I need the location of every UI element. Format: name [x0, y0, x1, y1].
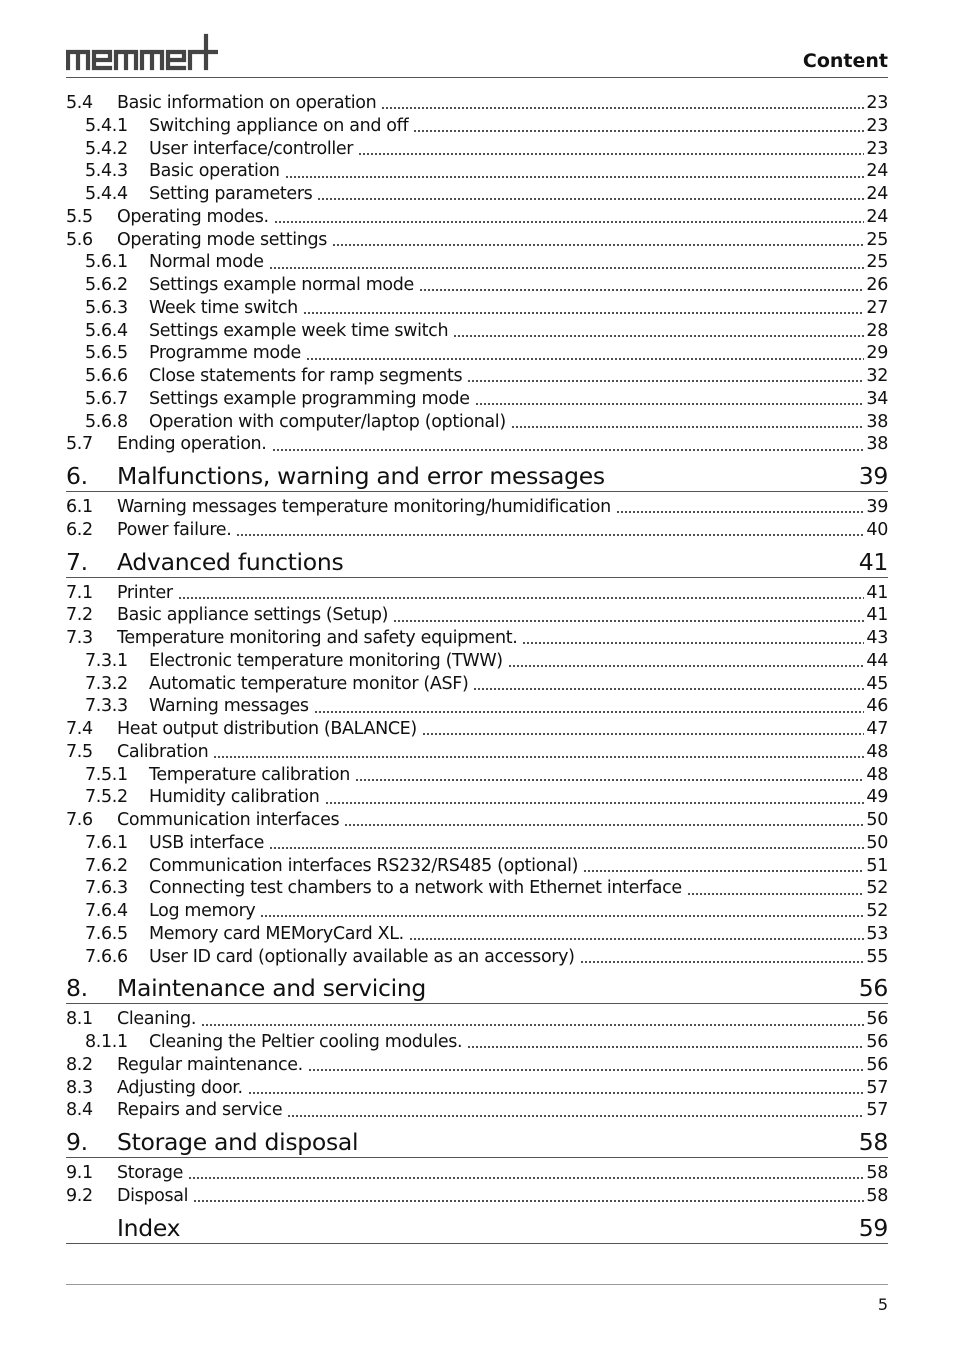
toc-section-entry[interactable]	[66, 92, 888, 115]
footer-divider	[66, 1284, 888, 1285]
toc-dot-leader	[188, 1166, 864, 1180]
toc-entry-title: Operating modes.	[117, 206, 269, 227]
toc-entry-page: 23	[866, 138, 888, 159]
toc-entry-page: 52	[866, 901, 888, 921]
toc-entry-title: Temperature monitoring and safety equipment.	[117, 628, 518, 648]
toc-section-entry[interactable]	[66, 809, 888, 832]
toc-entry-title: Temperature calibration	[149, 764, 350, 785]
toc-subsection-entry[interactable]	[66, 388, 888, 411]
toc-entry-title: Power failure.	[117, 519, 232, 540]
toc-subsection-entry[interactable]	[66, 832, 888, 855]
toc-entry-number: 7.	[66, 547, 88, 576]
toc-entry-number: 5.4.4	[85, 184, 128, 204]
toc-subsection-entry[interactable]	[66, 855, 888, 878]
toc-entry-title: Basic information on operation	[117, 93, 377, 113]
toc-entry-page: 58	[866, 1185, 888, 1206]
toc-entry-number: 8.	[66, 974, 88, 1003]
table-of-contents	[66, 92, 888, 1248]
toc-section-entry[interactable]	[66, 1185, 888, 1208]
toc-subsection-entry[interactable]	[66, 297, 888, 320]
toc-entry-number: 5.6.7	[85, 388, 128, 409]
toc-subsection-entry[interactable]	[66, 1031, 888, 1054]
toc-dot-leader	[201, 1013, 864, 1027]
toc-entry-number: 8.2	[66, 1054, 93, 1075]
toc-entry-title: Automatic temperature monitor (ASF)	[149, 673, 469, 694]
toc-entry-title: Disposal	[117, 1185, 189, 1206]
toc-entry-number: 7.1	[66, 582, 93, 603]
toc-entry-page: 23	[866, 115, 888, 136]
header-divider	[66, 77, 888, 78]
toc-dot-leader	[419, 278, 864, 292]
toc-entry-page: 53	[866, 923, 888, 944]
toc-dot-leader	[467, 1035, 864, 1049]
toc-entry-number: 9.1	[66, 1163, 93, 1183]
toc-entry-number: 9.	[66, 1128, 88, 1156]
toc-entry-page: 48	[866, 741, 888, 762]
toc-subsection-entry[interactable]	[66, 160, 888, 183]
toc-entry-number: 5.6.3	[85, 297, 128, 318]
toc-entry-number: 7.6.2	[85, 855, 128, 876]
memmert-logo	[66, 32, 218, 76]
toc-section-entry[interactable]	[66, 604, 888, 627]
toc-dot-leader	[355, 768, 864, 782]
toc-entry-number: 7.3	[66, 628, 93, 648]
toc-entry-title: Storage	[117, 1163, 184, 1183]
toc-dot-leader	[475, 392, 865, 406]
toc-entry-title: Cleaning the Peltier cooling modules.	[149, 1032, 463, 1052]
toc-dot-leader	[583, 859, 864, 873]
toc-chapter-heading[interactable]	[66, 1213, 888, 1244]
section-title: Content	[802, 50, 888, 72]
toc-entry-title: Close statements for ramp segments	[149, 366, 463, 386]
toc-entry-page: 52	[866, 878, 888, 899]
toc-entry-number: 5.4.1	[85, 115, 128, 136]
toc-entry-number: 8.1	[66, 1009, 93, 1030]
toc-section-entry[interactable]	[66, 1008, 888, 1031]
toc-entry-page: 56	[866, 1032, 888, 1052]
toc-dot-leader	[317, 187, 864, 201]
toc-entry-title: Week time switch	[149, 297, 298, 318]
toc-entry-title: Warning messages	[149, 696, 309, 717]
toc-entry-title: Operation with computer/laptop (optional)	[149, 411, 506, 432]
toc-entry-page: 56	[866, 1009, 888, 1030]
toc-entry-title: Connecting test chambers to a network with Ethernet interface	[149, 878, 682, 899]
toc-entry-page: 58	[858, 1128, 888, 1156]
toc-section-entry[interactable]	[66, 433, 888, 456]
toc-subsection-entry[interactable]	[66, 923, 888, 946]
toc-entry-number: 7.5.1	[85, 764, 128, 785]
toc-entry-number: 9.2	[66, 1185, 93, 1206]
toc-entry-page: 28	[866, 320, 888, 341]
toc-entry-number: 5.6.1	[85, 252, 128, 273]
toc-section-entry[interactable]	[66, 1077, 888, 1100]
toc-dot-leader	[580, 950, 865, 964]
toc-entry-title: Operating mode settings	[117, 229, 327, 250]
toc-entry-page: 41	[866, 582, 888, 603]
toc-dot-leader	[393, 609, 864, 623]
toc-entry-page: 34	[866, 388, 888, 409]
toc-entry-title: Settings example week time switch	[149, 320, 449, 341]
toc-dot-leader	[314, 700, 865, 714]
toc-entry-page: 57	[866, 1077, 888, 1098]
toc-section-entry[interactable]	[66, 1162, 888, 1185]
toc-entry-title: Basic operation	[149, 161, 280, 182]
toc-subsection-entry[interactable]	[66, 320, 888, 343]
toc-entry-number: 7.6	[66, 810, 93, 830]
toc-entry-page: 47	[866, 719, 888, 739]
toc-entry-number: 5.6.5	[85, 343, 128, 364]
toc-entry-title: Setting parameters	[149, 184, 313, 204]
toc-entry-number: 5.7	[66, 434, 93, 455]
toc-dot-leader	[332, 233, 864, 247]
toc-entry-title: Ending operation.	[117, 434, 267, 455]
toc-entry-number: 6.1	[66, 497, 93, 517]
toc-entry-number: 5.6.6	[85, 366, 128, 386]
toc-entry-number: 5.6.8	[85, 411, 128, 432]
toc-entry-page: 23	[866, 93, 888, 113]
toc-entry-number: 7.3.1	[85, 650, 128, 671]
toc-entry-number: 7.2	[66, 605, 93, 626]
toc-section-entry[interactable]	[66, 519, 888, 542]
toc-entry-page: 24	[866, 161, 888, 182]
page-header	[66, 30, 888, 80]
toc-entry-title: Maintenance and servicing	[117, 974, 427, 1003]
toc-section-entry[interactable]	[66, 229, 888, 252]
toc-entry-number: 5.5	[66, 206, 93, 227]
toc-entry-page: 32	[866, 366, 888, 386]
toc-entry-number: 6.	[66, 462, 88, 490]
toc-dot-leader	[193, 1189, 864, 1203]
toc-entry-number: 7.6.1	[85, 832, 128, 853]
toc-entry-title: Communication interfaces RS232/RS485 (optional)	[149, 855, 579, 876]
toc-subsection-entry[interactable]	[66, 650, 888, 673]
toc-section-entry[interactable]	[66, 1054, 888, 1077]
toc-entry-page: 45	[866, 673, 888, 694]
toc-entry-number: 8.1.1	[85, 1032, 128, 1052]
toc-dot-leader	[687, 882, 865, 896]
toc-entry-title: Settings example programming mode	[149, 388, 470, 409]
toc-section-entry[interactable]	[66, 741, 888, 764]
toc-dot-leader	[467, 369, 864, 383]
toc-entry-page: 39	[858, 462, 888, 490]
toc-dot-leader	[308, 1058, 865, 1072]
toc-chapter-heading[interactable]	[66, 973, 888, 1004]
toc-entry-title: Warning messages temperature monitoring/humidification	[117, 497, 611, 517]
toc-dot-leader	[413, 119, 864, 133]
toc-dot-leader	[269, 256, 865, 270]
toc-chapter-heading[interactable]	[66, 461, 888, 492]
toc-entry-page: 55	[866, 946, 888, 967]
toc-entry-title: Regular maintenance.	[117, 1054, 303, 1075]
toc-entry-number: 5.6.2	[85, 275, 128, 295]
memmert-logo-mark	[66, 32, 218, 72]
toc-entry-number: 5.6	[66, 229, 93, 250]
toc-entry-title: Settings example normal mode	[149, 275, 414, 295]
toc-subsection-entry[interactable]	[66, 183, 888, 206]
toc-entry-page: 24	[866, 184, 888, 204]
toc-entry-page: 50	[866, 832, 888, 853]
toc-dot-leader	[285, 165, 865, 179]
toc-entry-page: 46	[866, 696, 888, 717]
toc-chapter-heading[interactable]	[66, 547, 888, 578]
toc-entry-number: 7.6.5	[85, 923, 128, 944]
toc-entry-title: Heat output distribution (BALANCE)	[117, 719, 417, 739]
toc-dot-leader	[453, 324, 864, 338]
page-number: 5	[877, 1295, 888, 1314]
toc-entry-title: USB interface	[149, 832, 264, 853]
toc-subsection-entry[interactable]	[66, 786, 888, 809]
toc-entry-title: Memory card MEMoryCard XL.	[149, 923, 404, 944]
toc-section-entry[interactable]	[66, 206, 888, 229]
toc-entry-title: Switching appliance on and off	[149, 115, 409, 136]
toc-subsection-entry[interactable]	[66, 251, 888, 274]
toc-dot-leader	[306, 347, 864, 361]
toc-dot-leader	[287, 1104, 864, 1118]
toc-entry-page: 25	[866, 252, 888, 273]
toc-entry-number: 7.6.6	[85, 946, 128, 967]
toc-entry-page: 44	[866, 650, 888, 671]
toc-dot-leader	[616, 500, 865, 514]
toc-entry-page: 43	[866, 628, 888, 648]
toc-entry-number: 8.4	[66, 1100, 93, 1121]
toc-dot-leader	[303, 301, 865, 315]
toc-section-entry[interactable]	[66, 496, 888, 519]
toc-entry-page: 39	[866, 497, 888, 517]
toc-subsection-entry[interactable]	[66, 411, 888, 434]
toc-entry-page: 51	[866, 855, 888, 876]
toc-subsection-entry[interactable]	[66, 342, 888, 365]
toc-entry-page: 49	[866, 787, 888, 808]
toc-entry-page: 29	[866, 343, 888, 364]
toc-dot-leader	[269, 836, 864, 850]
toc-dot-leader	[508, 654, 865, 668]
toc-section-entry[interactable]	[66, 1099, 888, 1122]
toc-dot-leader	[511, 415, 865, 429]
toc-entry-page: 26	[866, 275, 888, 295]
toc-entry-page: 24	[866, 206, 888, 227]
toc-entry-page: 59	[858, 1213, 888, 1242]
toc-entry-number: 6.2	[66, 519, 93, 540]
toc-entry-number: 7.6.3	[85, 878, 128, 899]
toc-entry-number: 7.5	[66, 741, 93, 762]
toc-entry-page: 56	[858, 974, 888, 1003]
toc-subsection-entry[interactable]	[66, 695, 888, 718]
toc-entry-title: Log memory	[149, 901, 256, 921]
toc-dot-leader	[325, 791, 865, 805]
toc-entry-number: 7.3.2	[85, 673, 128, 694]
toc-entry-number: 7.5.2	[85, 787, 128, 808]
toc-entry-title: Adjusting door.	[117, 1077, 243, 1098]
toc-entry-page: 50	[866, 810, 888, 830]
toc-dot-leader	[213, 745, 864, 759]
toc-entry-number: 7.3.3	[85, 696, 128, 717]
toc-dot-leader	[344, 813, 864, 827]
toc-subsection-entry[interactable]	[66, 673, 888, 696]
toc-entry-title: Printer	[117, 582, 173, 603]
toc-subsection-entry[interactable]	[66, 365, 888, 388]
toc-entry-title: Malfunctions, warning and error messages	[117, 462, 605, 490]
toc-entry-title: Storage and disposal	[117, 1128, 359, 1156]
toc-subsection-entry[interactable]	[66, 138, 888, 161]
toc-entry-page: 41	[858, 547, 888, 576]
toc-section-entry[interactable]	[66, 582, 888, 605]
toc-entry-page: 57	[866, 1100, 888, 1121]
toc-subsection-entry[interactable]	[66, 764, 888, 787]
toc-entry-number: 8.3	[66, 1077, 93, 1098]
toc-entry-title: Communication interfaces	[117, 810, 340, 830]
toc-dot-leader	[248, 1081, 865, 1095]
toc-dot-leader	[522, 631, 864, 645]
toc-dot-leader	[260, 904, 864, 918]
toc-dot-leader	[422, 722, 865, 736]
toc-entry-title: Programme mode	[149, 343, 301, 364]
toc-entry-title: Repairs and service	[117, 1100, 283, 1121]
toc-entry-number: 7.4	[66, 719, 93, 739]
toc-entry-title: Index	[117, 1213, 181, 1242]
toc-entry-title: Advanced functions	[117, 547, 344, 576]
toc-dot-leader	[358, 142, 864, 156]
toc-subsection-entry[interactable]	[66, 900, 888, 923]
toc-entry-title: User interface/controller	[149, 138, 354, 159]
toc-entry-number: 5.6.4	[85, 320, 128, 341]
toc-entry-number: 5.4.3	[85, 161, 128, 182]
toc-dot-leader	[381, 96, 864, 110]
toc-entry-title: Humidity calibration	[149, 787, 320, 808]
toc-dot-leader	[274, 210, 865, 224]
toc-section-entry[interactable]	[66, 718, 888, 741]
toc-entry-title: Basic appliance settings (Setup)	[117, 605, 389, 626]
toc-entry-page: 58	[866, 1163, 888, 1183]
toc-entry-number: 5.4	[66, 93, 93, 113]
toc-entry-title: Cleaning.	[117, 1009, 197, 1030]
toc-dot-leader	[409, 927, 865, 941]
toc-entry-title: Electronic temperature monitoring (TWW)	[149, 650, 503, 671]
toc-entry-page: 27	[866, 297, 888, 318]
toc-chapter-heading[interactable]	[66, 1127, 888, 1158]
toc-entry-page: 41	[866, 605, 888, 626]
toc-entry-title: Normal mode	[149, 252, 264, 273]
toc-entry-title: Calibration	[117, 741, 209, 762]
toc-entry-page: 48	[866, 764, 888, 785]
toc-entry-title: User ID card (optionally available as an accessory)	[149, 946, 575, 967]
toc-dot-leader	[236, 523, 864, 537]
toc-entry-page: 25	[866, 229, 888, 250]
toc-dot-leader	[473, 677, 864, 691]
toc-entry-page: 56	[866, 1054, 888, 1075]
toc-subsection-entry[interactable]	[66, 946, 888, 969]
toc-subsection-entry[interactable]	[66, 877, 888, 900]
toc-entry-page: 38	[866, 434, 888, 455]
toc-subsection-entry[interactable]	[66, 115, 888, 138]
toc-subsection-entry[interactable]	[66, 274, 888, 297]
toc-entry-number: 7.6.4	[85, 901, 128, 921]
toc-section-entry[interactable]	[66, 627, 888, 650]
toc-entry-page: 38	[866, 411, 888, 432]
toc-dot-leader	[272, 438, 865, 452]
toc-dot-leader	[178, 586, 865, 600]
toc-entry-page: 40	[866, 519, 888, 540]
toc-entry-number: 5.4.2	[85, 138, 128, 159]
